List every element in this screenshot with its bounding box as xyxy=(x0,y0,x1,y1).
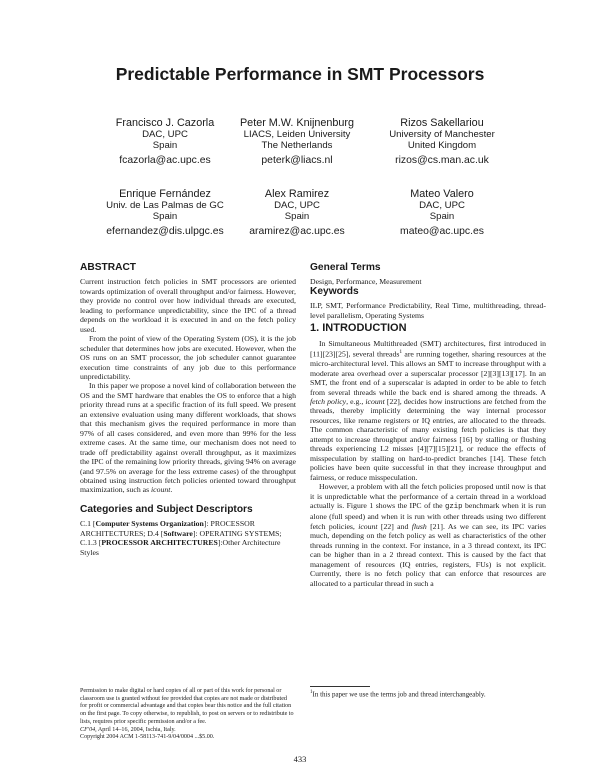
author-email: rizos@cs.man.ac.uk xyxy=(395,155,489,166)
intro-text: [22], decides how instructions are fetched from the threads, thereby implicitly determining the way internal processor resources, like rename registers or IQ entries, are allocated to the threads. The common characteristic of many existing fetch policies is that they attempt to increase throughput and/or fairness [16] by stalling or flushing threads experiencing L2 misses [4][7][15][21], or reduce the effects of misspeculation by stalling on hard-to-predict branches [14]. These fetch policies have been quite successful in that they increase throughput and fairness, or reduce misspeculation. xyxy=(310,397,546,482)
intro-code: gzip xyxy=(445,503,463,511)
author-location: Spain xyxy=(284,211,310,222)
left-column xyxy=(80,263,296,557)
author-location: Spain xyxy=(152,211,178,222)
author-email: fcazorla@ac.upc.es xyxy=(119,155,211,166)
page-number: 433 xyxy=(293,754,307,764)
keywords-heading: Keywords xyxy=(310,285,359,297)
intro-text: [22] and xyxy=(377,521,412,531)
author-location: The Netherlands xyxy=(261,140,333,151)
author-block xyxy=(357,188,527,237)
categories-part: C.1 [ xyxy=(80,519,96,529)
footnote-rule xyxy=(310,686,370,687)
general-terms-text: Design, Performance, Measurement xyxy=(310,277,422,287)
author-name: Rizos Sakellariou xyxy=(400,117,484,129)
author-email: aramirez@ac.upc.es xyxy=(249,226,345,237)
author-name: Enrique Fernández xyxy=(119,188,211,200)
intro-emph: icount xyxy=(365,397,385,407)
permission-text: Permission to make digital or hard copies of all or part of this work for personal or classroom use is granted without fee provided that copies are not made or distributed for profit or commercial advantage and that copies bear this notice and the full citation on the first page. To copy otherwise, to republish, to post on servers or to redistribute to lists, requires prior specific permission and/or a fee. xyxy=(80,688,294,725)
intro-emph: fetch policy xyxy=(310,397,347,407)
author-email: peterk@liacs.nl xyxy=(261,155,333,166)
venue: CF'04, xyxy=(80,726,97,733)
intro-emph: flush xyxy=(411,521,427,531)
author-affiliation: DAC, UPC xyxy=(419,200,465,211)
intro-emph: icount xyxy=(358,521,378,531)
author-name: Mateo Valero xyxy=(410,188,474,200)
categories-part: PROCESSOR ARCHITECTURES xyxy=(101,538,218,548)
intro-paragraph xyxy=(310,482,546,588)
author-location: Spain xyxy=(429,211,455,222)
categories-part: ]: PROCESSOR ARCHITECTURES; D.4 [ xyxy=(80,519,255,538)
categories-part: Software xyxy=(163,528,193,538)
author-location: Spain xyxy=(152,140,178,151)
abstract-paragraph: Current instruction fetch policies in SMT processors are oriented towards optimization of overall throughput and/or fairness. However, they provide no control over how individual threads are executed, leading to performance unpredictability, since the IPC of a thread depends on the workload it is executed in and on the fetch policy used. xyxy=(80,277,296,334)
abstract-text: In this paper we propose a novel kind of collaboration between the OS and the SMT hardware that enables the OS to enforce that a high priority thread runs at a specific fraction of its full speed. We present an extensive evaluation using many different workloads, that shows that this mechanism gives the required performance in more than 97% of all cases considered, and even more than 99% for the less extreme cases. At the same time, our mechanism does not need to trade off predictability against overall throughput, as it maximizes the IPC of the remaining low priority threads, giving 94% on average (and 97.5% on average for the less extreme cases) of the throughput obtained using instruction fetch policies oriented toward throughput maximization, such as xyxy=(80,381,296,495)
footnote-text: In this paper we use the terms job and thread interchangeably. xyxy=(312,690,486,699)
intro-paragraph xyxy=(310,339,546,482)
abstract-heading: ABSTRACT xyxy=(80,262,137,273)
copyright-line: Copyright 2004 ACM 1-58113-741-9/04/0004 ...$5.00. xyxy=(80,734,215,741)
categories-text xyxy=(80,519,296,557)
intro-text: , e.g., xyxy=(346,397,366,407)
author-affiliation: University of Manchester xyxy=(389,129,495,140)
venue-date: April 14–16, 2004, Ischia, Italy. xyxy=(96,726,176,733)
author-affiliation: LIACS, Leiden University xyxy=(243,129,351,140)
categories-part: ]:Other Architecture Styles xyxy=(80,538,281,557)
footnote-marker: 1 xyxy=(399,349,403,356)
author-name: Francisco J. Cazorla xyxy=(115,117,215,129)
author-affiliation: Univ. de Las Palmas de GC xyxy=(106,200,224,211)
intro-heading: 1. INTRODUCTION xyxy=(310,322,407,335)
paper-title: Predictable Performance in SMT Processors xyxy=(115,64,485,84)
abstract-paragraph xyxy=(80,381,296,494)
author-email: efernandez@dis.ulpgc.es xyxy=(106,226,224,237)
footnote-number: 1 xyxy=(310,690,313,695)
author-affiliation: DAC, UPC xyxy=(274,200,320,211)
intro-text: In Simultaneous Multithreaded (SMT) architectures, first introduced in [11][23][25], several threads xyxy=(310,338,546,359)
abstract-text: . xyxy=(170,485,173,495)
abstract-emph: icount xyxy=(151,485,171,495)
categories-part: Computer Systems Organization xyxy=(95,519,204,529)
author-block xyxy=(357,117,527,166)
intro-text: However, a problem with all the fetch policies proposed until now is that it is unpredictable what the performance of a certain thread in a workload actually is. Figure 1 shows the IPC of the xyxy=(310,482,546,510)
abstract-paragraph: From the point of view of the Operating System (OS), it is the job scheduler that determines how jobs are executed. However, when the OS runs on an SMT processor, the job scheduler cannot guarantee execution time constraints of any job due to this performance unpredictability. xyxy=(80,334,296,381)
categories-heading: Categories and Subject Descriptors xyxy=(80,503,253,515)
intro-text: benchmark when it is run alone (full speed) and when it is run with other threads using two different fetch policies, xyxy=(310,501,546,531)
intro-text: are running together, sharing resources at the micro-architectural level. This allows an SMT to increase throughput with a moderate area overhead over a superscalar processor [2][3][13][17]. In an SMT, the front end of a superscalar is adapted in order to be able to fetch from several threads while the back end is shared among the threads. A xyxy=(310,349,546,397)
keywords-text: ILP, SMT, Performance Predictability, Real Time, multithreading, thread-level parallelism, Operating Systems xyxy=(310,301,546,320)
general-terms-heading: General Terms xyxy=(310,262,381,273)
permission-notice xyxy=(80,688,295,742)
author-email: mateo@ac.upc.es xyxy=(400,226,484,237)
author-affiliation: DAC, UPC xyxy=(142,129,188,140)
author-location: United Kingdom xyxy=(407,140,477,151)
categories-part: ]: OPERATING SYSTEMS; C.1.3 [ xyxy=(80,528,282,548)
footnote xyxy=(310,689,546,699)
right-column xyxy=(310,263,546,588)
intro-text: [21]. As we can see, its IPC varies much, depending on the fetch policy as well as characteristics of the other threads running in the context. For instance, in a 3 thread context, its IPC can be higher than in a 2 thread context. This is caused by the fact that management of resources (IQ entries, registers, FUs) is not explicit. Currently, there is no fetch policy that can enforce that resources are allocated to a particular thread in such a xyxy=(310,521,546,588)
author-name: Alex Ramirez xyxy=(264,188,330,200)
author-name: Peter M.W. Knijnenburg xyxy=(239,117,355,129)
